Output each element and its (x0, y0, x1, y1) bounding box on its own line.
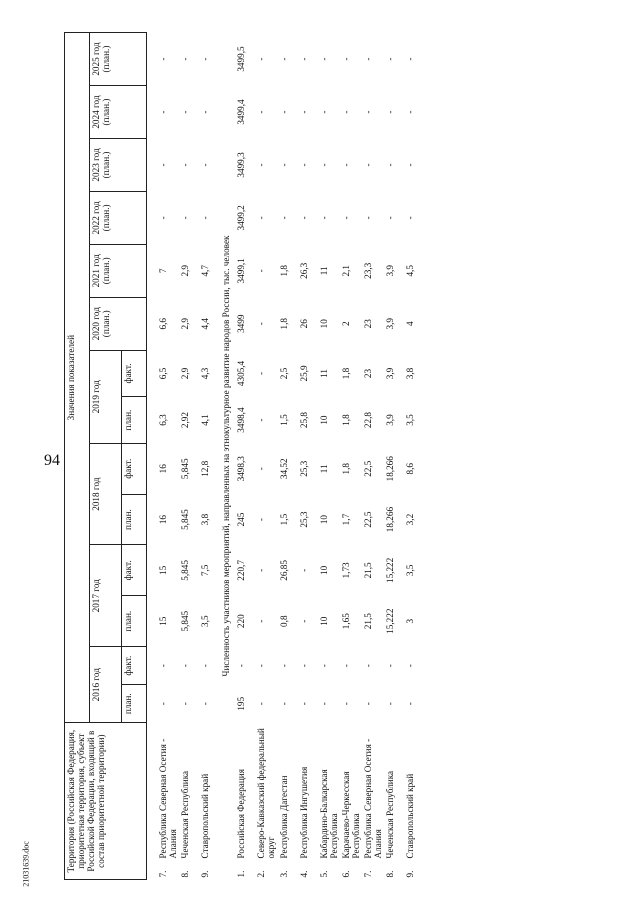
row-value: - (340, 163, 351, 167)
row-value: - (200, 110, 211, 114)
row-value: 4,1 (200, 414, 211, 426)
row-value: 11 (318, 369, 329, 378)
row-territory-name: Чеченская Республика (180, 770, 191, 859)
row-value: - (180, 57, 191, 61)
row-value: 11 (318, 464, 329, 474)
row-value: 3,2 (405, 513, 416, 526)
section-block (219, 33, 235, 880)
document-code: 21031639.doc (21, 841, 31, 887)
row-value: - (362, 664, 373, 668)
row-territory-name: Республика Северная Осетия - Алания (158, 738, 179, 859)
row-value: 15,222 (385, 608, 396, 634)
row-territory-name: Чеченская Республика (385, 770, 396, 859)
row-value: 3499,2 (236, 205, 247, 231)
row-value: - (340, 664, 351, 668)
row-value: - (385, 664, 396, 668)
row-value: 220,7 (236, 560, 247, 581)
row-value: 5,845 (180, 458, 191, 480)
row-value: 220 (236, 614, 247, 629)
row-value: 1,7 (340, 513, 351, 526)
row-value: - (256, 518, 267, 522)
row-index: 1. (236, 870, 247, 878)
row-value: - (362, 216, 373, 220)
row-value: 8,6 (405, 463, 416, 475)
row-value: - (298, 568, 309, 572)
header-plan: план. (122, 596, 147, 647)
header-year-2025: 2025 год (план.) (89, 33, 146, 86)
table-header (65, 33, 147, 880)
table-row (318, 33, 340, 880)
row-value: 25,8 (298, 412, 309, 429)
page-number: 94 (44, 452, 60, 469)
row-value: - (318, 163, 329, 167)
row-value: 6,5 (158, 367, 168, 380)
header-year-2023: 2023 год (план.) (89, 139, 146, 192)
header-year-2018: 2018 год (89, 443, 122, 545)
row-value: 16 (158, 514, 168, 525)
header-year-2020: 2020 год (план.) (89, 297, 146, 350)
row-value: 10 (318, 514, 329, 525)
row-value: 3499 (236, 314, 247, 333)
row-value: 2,9 (180, 367, 191, 380)
row-value: 23 (362, 319, 373, 329)
row-territory-name: Северо-Кавказский федеральный округ (256, 728, 277, 859)
row-value: - (158, 57, 168, 61)
header-indicators: Значения показателей (65, 33, 90, 723)
row-value: 11 (318, 266, 329, 276)
table-row (384, 33, 404, 880)
row-value: 21,5 (362, 613, 373, 630)
table-row (235, 33, 255, 880)
row-value: 26,85 (278, 560, 289, 581)
row-value: 3499,3 (236, 152, 247, 178)
row-value: 2 (340, 321, 351, 327)
row-value: 3499,1 (236, 258, 247, 284)
row-value: - (385, 57, 396, 61)
row-value: 18,266 (385, 456, 396, 482)
row-value: - (340, 110, 351, 114)
row-value: 4,5 (405, 265, 416, 277)
row-value: - (385, 216, 396, 220)
row-value: 10 (318, 415, 329, 425)
row-value: - (256, 664, 267, 668)
row-value: 6,3 (158, 414, 168, 426)
row-value: 16 (158, 464, 168, 474)
row-value: 3,8 (200, 513, 211, 526)
row-value: - (180, 163, 191, 167)
row-index: 8. (385, 870, 396, 878)
row-index: 9. (200, 870, 211, 878)
row-value: 3498,4 (236, 407, 247, 433)
table-row (404, 33, 424, 880)
row-value: - (405, 110, 416, 114)
table-row (157, 33, 179, 880)
table-row (179, 33, 199, 880)
row-value: 34,52 (278, 458, 289, 480)
table-row (340, 33, 362, 880)
row-value: 7,5 (200, 564, 211, 577)
row-value: 3,9 (385, 414, 396, 426)
row-value: 15 (158, 616, 168, 626)
row-value: 3,5 (200, 615, 211, 627)
row-value: - (278, 216, 289, 220)
row-value: 25,9 (298, 365, 309, 382)
row-territory-name: Ставропольский край (200, 773, 211, 859)
header-plan: план. (122, 397, 147, 444)
group-2-rows (235, 33, 424, 880)
row-value: - (362, 702, 373, 706)
row-value: - (256, 371, 267, 376)
row-value: - (158, 664, 168, 668)
row-value: - (318, 702, 329, 706)
row-value: - (278, 163, 289, 167)
row-value: - (318, 216, 329, 220)
row-value: - (340, 216, 351, 220)
table-row (298, 33, 318, 880)
header-plan: план. (122, 685, 147, 723)
header-fact: факт. (122, 443, 147, 494)
row-value: 15,222 (385, 557, 396, 584)
row-value: - (385, 110, 396, 114)
row-value: 3,9 (385, 265, 396, 277)
row-value: - (362, 110, 373, 114)
row-value: - (405, 216, 416, 220)
row-value: 4 (405, 321, 416, 327)
row-value: 2,1 (340, 265, 351, 277)
row-value: 245 (236, 512, 247, 527)
row-value: - (158, 702, 168, 706)
header-year-2022: 2022 год (план.) (89, 191, 146, 244)
row-territory-name: Республика Северная Осетия - Алания (362, 738, 384, 859)
rotated-sheet (64, 32, 640, 880)
row-index: 7. (362, 870, 373, 878)
row-value: 10 (318, 319, 329, 329)
row-value: - (200, 57, 211, 61)
row-value: - (405, 163, 416, 167)
row-territory-name: Ставропольский край (405, 773, 416, 859)
row-value: - (362, 163, 373, 167)
row-value: - (256, 568, 267, 572)
row-value: 25,3 (298, 511, 309, 528)
row-value: - (340, 57, 351, 61)
row-index: 6. (340, 870, 351, 878)
table-row (199, 33, 219, 880)
row-value: 25,3 (298, 460, 309, 477)
row-value: 3,8 (405, 367, 416, 380)
row-value: 5,845 (180, 560, 191, 581)
row-value: - (180, 702, 191, 706)
indicators-table (64, 32, 424, 880)
header-year-2024: 2024 год (план.) (89, 86, 146, 139)
row-index: 2. (256, 870, 267, 878)
row-value: - (200, 216, 211, 220)
row-value: 5,845 (180, 509, 191, 530)
row-value: 5,845 (180, 610, 191, 632)
header-year-2016: 2016 год (89, 647, 122, 723)
row-value: 2,5 (278, 367, 289, 380)
row-territory-name: Кабардино-Балкарская Республика (318, 769, 339, 859)
row-value: 10 (318, 565, 329, 575)
row-value: - (256, 216, 267, 220)
row-value: - (200, 702, 211, 706)
row-territory-name: Карачаево-Черкесская Республика (340, 771, 361, 859)
row-value: - (298, 57, 309, 61)
row-value: 26 (298, 319, 309, 329)
row-value: 1,8 (278, 317, 289, 330)
row-value: - (180, 110, 191, 114)
row-value: - (298, 163, 309, 167)
row-value: - (278, 664, 289, 668)
row-index: 8. (180, 870, 191, 878)
row-value: 1,8 (340, 414, 351, 426)
row-value: - (158, 216, 168, 220)
row-value: 22,8 (362, 412, 373, 429)
row-value: 3,5 (405, 414, 416, 426)
row-value: - (236, 664, 247, 668)
row-value: - (362, 57, 373, 61)
row-value: 23,3 (362, 262, 373, 279)
row-index: 7. (158, 870, 168, 878)
row-value: 1,73 (340, 562, 351, 579)
row-value: 26,3 (298, 262, 309, 279)
row-value: 3 (405, 618, 416, 624)
row-value: 3,5 (405, 564, 416, 577)
row-value: - (385, 163, 396, 167)
header-year-2019: 2019 год (89, 350, 122, 443)
row-value: - (200, 664, 211, 668)
row-value: 2,9 (180, 317, 191, 330)
row-value: 2,92 (180, 412, 191, 429)
table-row (362, 33, 384, 880)
row-value: 1,8 (340, 463, 351, 475)
section-title: Численность участников мероприятий, направленных на этнокультурное развитие народов России, тыс. человек (221, 235, 232, 677)
row-value: 3499,4 (236, 99, 247, 125)
row-value: - (278, 110, 289, 114)
table-row (255, 33, 277, 880)
row-value: - (298, 216, 309, 220)
row-value: 4,3 (200, 367, 211, 380)
row-value: 2,9 (180, 265, 191, 277)
row-value: 21,5 (362, 562, 373, 579)
table-rotator (64, 32, 640, 880)
header-plan: план. (122, 494, 147, 545)
row-value: - (200, 163, 211, 167)
row-value: 4,4 (200, 317, 211, 330)
row-value: 15 (158, 565, 168, 575)
row-index: 3. (278, 870, 289, 878)
row-value: - (158, 110, 168, 114)
row-value: 195 (236, 696, 247, 711)
table-row (278, 33, 298, 880)
group-1-rows (147, 33, 220, 880)
row-value: - (340, 702, 351, 706)
row-value: - (256, 619, 267, 623)
row-value: - (256, 702, 267, 706)
row-value: - (298, 619, 309, 623)
header-year-2021: 2021 год (план.) (89, 244, 146, 297)
row-value: 1,5 (278, 513, 289, 526)
row-value: 6,6 (158, 317, 168, 330)
row-value: - (298, 110, 309, 114)
row-value: - (256, 269, 267, 273)
row-value: - (256, 110, 267, 114)
row-value: - (318, 664, 329, 668)
row-value: - (256, 322, 267, 326)
row-value: - (256, 163, 267, 167)
row-value: 0,8 (278, 615, 289, 627)
row-value: - (385, 702, 396, 706)
row-value: 1,5 (278, 414, 289, 426)
row-value: 4305,4 (236, 360, 247, 387)
row-value: - (180, 216, 191, 220)
row-value: 1,8 (340, 367, 351, 380)
row-value: 22,5 (362, 460, 373, 477)
row-value: - (256, 57, 267, 61)
row-value: 3499,5 (236, 46, 247, 72)
row-territory-name: Республика Ингушетия (298, 766, 309, 859)
row-value: 23 (362, 368, 373, 379)
row-value: - (278, 702, 289, 706)
header-fact: факт. (122, 545, 147, 596)
header-year-2017: 2017 год (89, 545, 122, 647)
row-value: - (405, 57, 416, 61)
row-value: 3,9 (385, 317, 396, 330)
row-value: 22,5 (362, 511, 373, 528)
row-value: - (318, 110, 329, 114)
row-value: 12,8 (200, 460, 211, 477)
header-territory: Территория (Российская Федерация, приоритетная территория, субъект Российской Федерации, входящий в состав приоритетной территории) (65, 723, 147, 880)
row-value: - (180, 664, 191, 668)
row-value: 10 (318, 616, 329, 626)
row-index: 5. (318, 870, 329, 878)
row-index: 9. (405, 870, 416, 878)
header-fact: факт. (122, 350, 147, 397)
row-value: - (298, 664, 309, 668)
row-value: - (256, 418, 267, 422)
row-value: - (405, 664, 416, 668)
row-value: - (298, 702, 309, 706)
row-territory-name: Российская Федерация (236, 769, 247, 859)
row-value: 18,266 (385, 506, 396, 533)
row-value: - (318, 57, 329, 61)
row-value: - (278, 57, 289, 61)
row-value: 4,7 (200, 265, 211, 277)
row-value: 7 (158, 268, 168, 274)
header-fact: факт. (122, 647, 147, 685)
row-value: 3,9 (385, 367, 396, 380)
row-territory-name: Республика Дагестан (278, 775, 289, 859)
row-value: - (256, 467, 267, 471)
row-value: 3498,3 (236, 456, 247, 482)
row-index: 4. (298, 870, 309, 878)
row-value: 1,65 (340, 613, 351, 630)
row-value: 1,8 (278, 265, 289, 277)
row-value: - (158, 163, 168, 167)
row-value: - (405, 702, 416, 706)
